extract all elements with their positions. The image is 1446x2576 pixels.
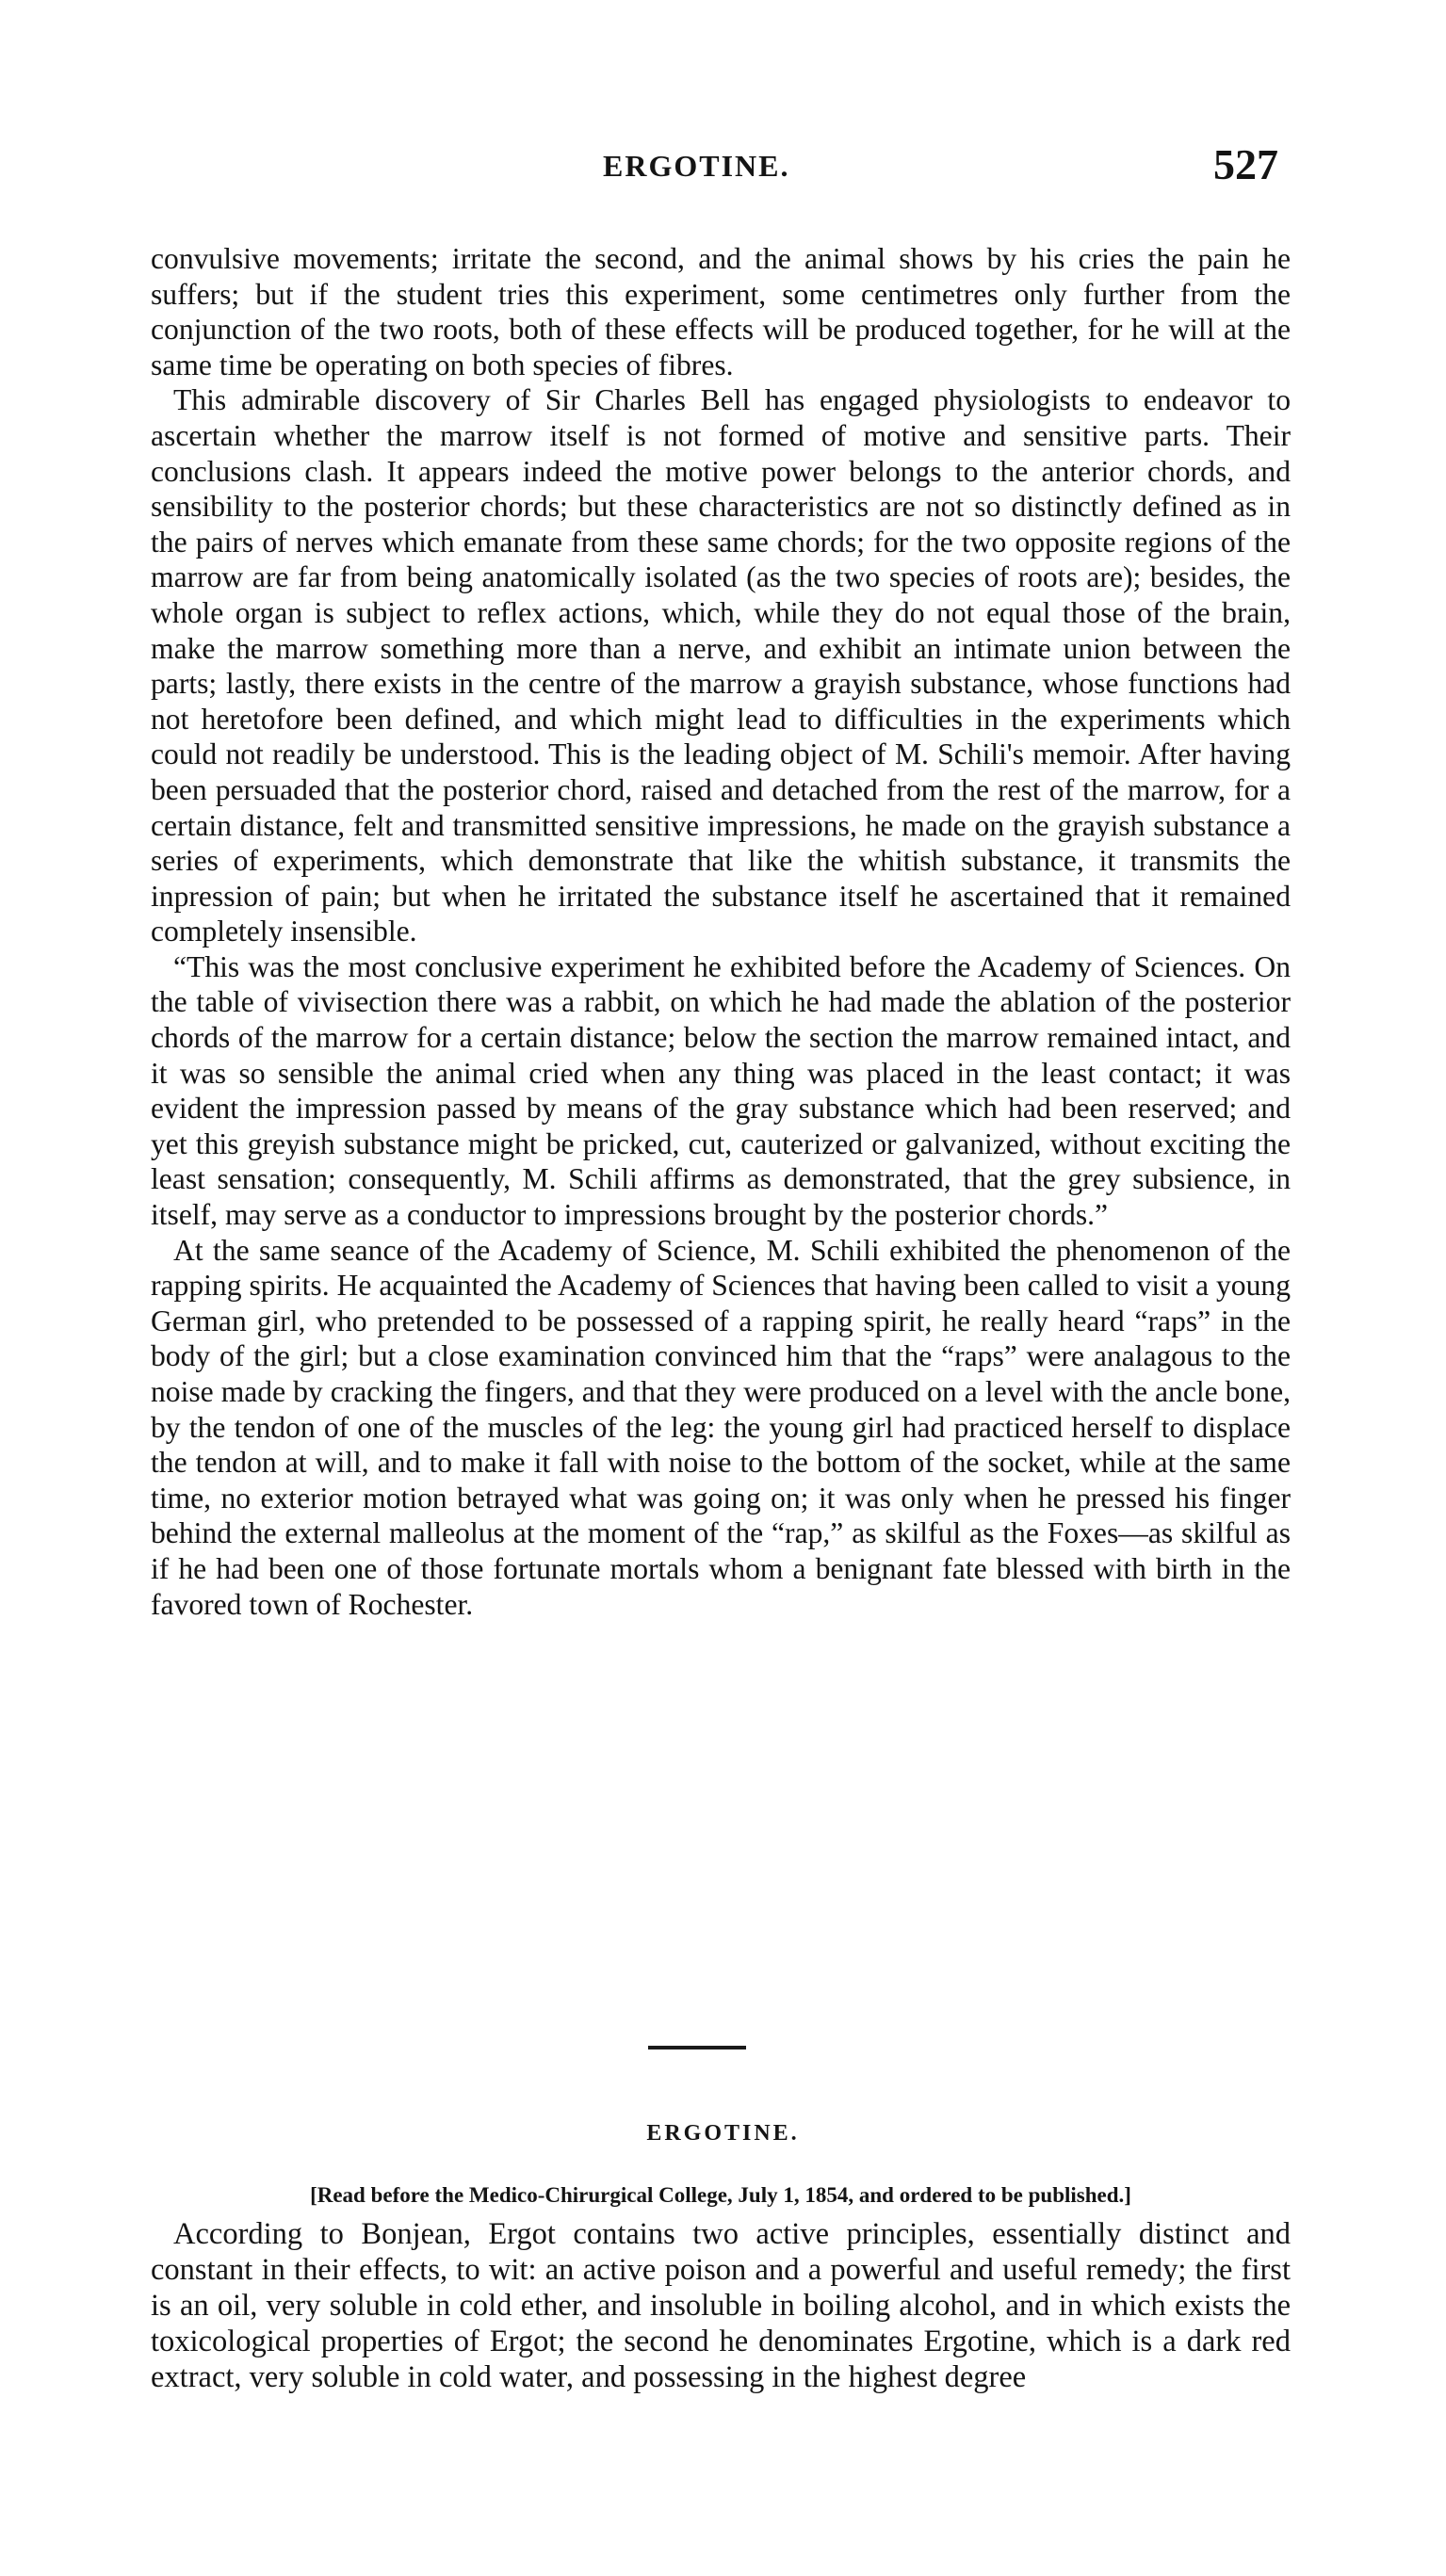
section-divider (648, 2046, 746, 2049)
paragraph-quoted-experiment: “This was the most conclusive experiment he exhibited before the Academy of Sciences. On the table of vivisection there was a rabbit, on which he had made the ablation of the posterior chords of the marrow for a certain distance; below the section the marrow remained intact, and it was so sensible the animal cried when any thing was placed in the least contact; it was evident the impression passed by means of the gray substance which had been reserved; and yet this greyish substance might be pricked, cut, cauterized or galvanized, without exciting the least sensation; consequently, M. Schili affirms as demonstrated, that the grey subsience, in itself, may serve as a conductor to impressions brought by the posterior chords.” (151, 949, 1291, 1232)
running-title: ERGOTINE. (603, 149, 790, 183)
paragraph-ergot: According to Bonjean, Ergot contains two active principles, essentially distinct and constant in their effects, to wit: an active poison and a powerful and useful remedy; the first is an oil, very soluble in cold ether, and insoluble in boiling alcohol, and in which exists the toxicological properties of Ergot; the second he denominates Ergotine, which is a dark red extract, very soluble in cold water, and possessing in the highest degree (151, 2217, 1291, 2394)
section-body-text (151, 2216, 1291, 2395)
paragraph-continued: convulsive movements; irritate the second, and the animal shows by his cries the pain he suffers; but if the student tries this experiment, some centimetres only further from the conjunction of the two roots, both of these effects will be produced together, for he will at the same time be operating on both species of fibres. (151, 242, 1291, 381)
paragraph-bell-discovery: This admirable discovery of Sir Charles Bell has engaged physiologists to endeavor to ascertain whether the marrow itself is not formed of motive and sensitive parts. Their conclusions clash. It appears indeed the motive power belongs to the anterior chords, and sensibility to the posterior chords; but these characteristics are not so distinctly defined as in the pairs of nerves which emanate from these same chords; for the two opposite regions of the marrow are far from being anatomically isolated (as the two species of roots are); besides, the whole organ is subject to reflex actions, which, while they do not equal those of the brain, make the marrow something more than a nerve, and exhibit an intimate union between the parts; lastly, there exists in the centre of the marrow a grayish substance, whose functions had not heretofore been defined, and which might lead to difficulties in the experiments which could not readily be understood. This is the leading object of M. Schili's memoir. After having been persuaded that the posterior chord, raised and detached from the rest of the marrow, for a certain distance, felt and transmitted sensitive impressions, he made on the grayish substance a series of experiments, which demonstrate that like the whitish substance, it transmits the inpression of pain; but when he irritated the substance itself he ascertained that it remained completely insensible. (151, 383, 1291, 948)
section-title: ERGOTINE. (646, 2121, 800, 2146)
body-text (151, 241, 1291, 1622)
section-note: [Read before the Medico-Chirurgical College, July 1, 1854, and ordered to be published.] (310, 2183, 1131, 2207)
page-number: 527 (1213, 140, 1278, 188)
paragraph-rapping-spirits: At the same seance of the Academy of Science, M. Schili exhibited the phenomenon of the rapping spirits. He acquainted the Academy of Sciences that having been called to visit a young German girl, who pretended to be possessed of a rapping spirit, he really heard “raps” in the body of the girl; but a close examination convinced him that the “raps” were analagous to the noise made by cracking the fingers, and that they were produced on a level with the ancle bone, by the tendon of one of the muscles of the leg: the young girl had practiced herself to displace the tendon at will, and to make it fall with noise to the bottom of the socket, while at the same time, no exterior motion betrayed what was going on; it was only when he pressed his finger behind the external malleolus at the moment of the “rap,” as skilful as the Foxes—as skilful as if he had been one of those fortunate mortals whom a benignant fate blessed with birth in the favored town of Rochester. (151, 1233, 1291, 1621)
running-head (0, 139, 1446, 196)
